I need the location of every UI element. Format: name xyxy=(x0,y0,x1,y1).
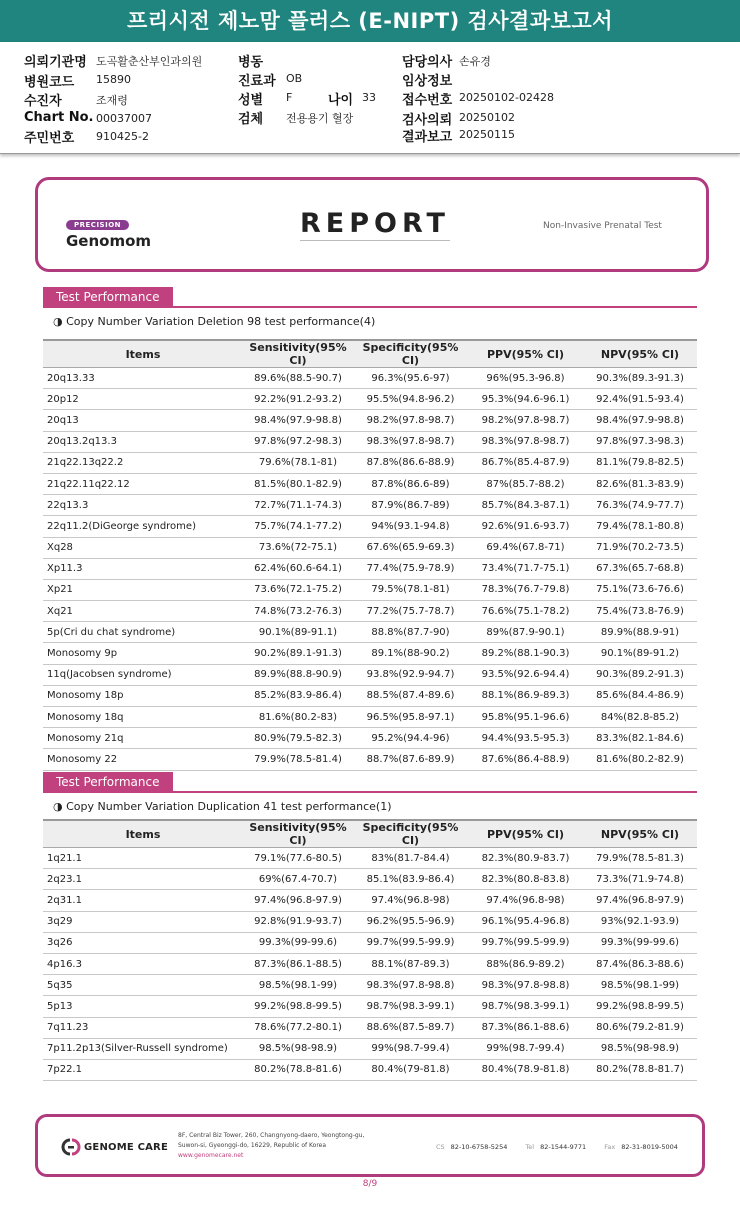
cell-item: 1q21.1 xyxy=(43,848,243,869)
patient-info-panel xyxy=(0,42,740,154)
cell-item: 7p22.1 xyxy=(43,1059,243,1080)
table-row xyxy=(43,643,697,664)
cell-npv: 79.9%(78.5-81.3) xyxy=(583,848,697,869)
cell-npv: 98.5%(98.1-99) xyxy=(583,975,697,996)
table-row xyxy=(43,848,697,869)
cell-specificity: 98.2%(97.8-98.7) xyxy=(353,410,468,431)
cell-item: Monosomy 21q xyxy=(43,728,243,749)
cell-specificity: 87.8%(86.6-89) xyxy=(353,473,468,494)
cell-item: 20q13 xyxy=(43,410,243,431)
cell-sensitivity: 78.6%(77.2-80.1) xyxy=(243,1017,353,1038)
duplication-section-tab: Test Performance xyxy=(43,772,173,792)
cell-specificity: 77.4%(75.9-78.9) xyxy=(353,558,468,579)
table-header-row xyxy=(43,340,697,368)
report-date-value: 20250115 xyxy=(459,128,515,141)
cell-ppv: 89.2%(88.1-90.3) xyxy=(468,643,583,664)
cell-npv: 92.4%(91.5-93.4) xyxy=(583,389,697,410)
cell-specificity: 98.3%(97.8-98.8) xyxy=(353,975,468,996)
cell-sensitivity: 73.6%(72.1-75.2) xyxy=(243,579,353,600)
cell-specificity: 93.8%(92.9-94.7) xyxy=(353,664,468,685)
cell-npv: 80.6%(79.2-81.9) xyxy=(583,1017,697,1038)
specimen-label: 검체 xyxy=(238,112,264,127)
doctor-value: 손유경 xyxy=(459,55,491,68)
cell-sensitivity: 85.2%(83.9-86.4) xyxy=(243,685,353,706)
cell-ppv: 99.7%(99.5-99.9) xyxy=(468,932,583,953)
precision-badge: PRECISION xyxy=(66,220,129,230)
cell-ppv: 76.6%(75.1-78.2) xyxy=(468,601,583,622)
sex-value: F xyxy=(286,91,293,104)
cell-npv: 75.4%(73.8-76.9) xyxy=(583,601,697,622)
chart-no-label: Chart No. xyxy=(24,110,94,125)
cell-item: 7q11.23 xyxy=(43,1017,243,1038)
cell-item: 20p12 xyxy=(43,389,243,410)
receipt-no-label: 접수번호 xyxy=(402,93,453,108)
cell-specificity: 79.5%(78.1-81) xyxy=(353,579,468,600)
cell-specificity: 96.5%(95.8-97.1) xyxy=(353,707,468,728)
cell-sensitivity: 79.9%(78.5-81.4) xyxy=(243,749,353,770)
cell-item: 20q13.33 xyxy=(43,368,243,389)
cell-specificity: 87.9%(86.7-89) xyxy=(353,495,468,516)
clinical-label: 임상정보 xyxy=(402,74,453,89)
cell-npv: 98.4%(97.9-98.8) xyxy=(583,410,697,431)
cell-npv: 71.9%(70.2-73.5) xyxy=(583,537,697,558)
cell-sensitivity: 73.6%(72-75.1) xyxy=(243,537,353,558)
col-specificity: Specificity(95% CI) xyxy=(353,820,468,848)
cell-sensitivity: 80.2%(78.8-81.6) xyxy=(243,1059,353,1080)
table-row xyxy=(43,1059,697,1080)
cell-ppv: 94.4%(93.5-95.3) xyxy=(468,728,583,749)
table-row xyxy=(43,537,697,558)
table-row xyxy=(43,579,697,600)
cell-specificity: 99%(98.7-99.4) xyxy=(353,1038,468,1059)
cell-npv: 85.6%(84.4-86.9) xyxy=(583,685,697,706)
cell-npv: 99.3%(99-99.6) xyxy=(583,932,697,953)
tel-label: Tel xyxy=(525,1143,535,1151)
nipt-subtitle: Non-Invasive Prenatal Test xyxy=(543,221,662,231)
cell-ppv: 93.5%(92.6-94.4) xyxy=(468,664,583,685)
cell-npv: 90.3%(89.3-91.3) xyxy=(583,368,697,389)
cell-npv: 84%(82.8-85.2) xyxy=(583,707,697,728)
duplication-performance-table xyxy=(43,819,697,1081)
cell-sensitivity: 92.2%(91.2-93.2) xyxy=(243,389,353,410)
col-items: Items xyxy=(43,820,243,848)
cell-item: Xp11.3 xyxy=(43,558,243,579)
cell-ppv: 80.4%(78.9-81.8) xyxy=(468,1059,583,1080)
address-line-2: Suwon-si, Gyeonggi-do, 16229, Republic of Korea xyxy=(178,1142,327,1149)
table-row xyxy=(43,869,697,890)
cell-npv: 87.4%(86.3-88.6) xyxy=(583,953,697,974)
hospital-code-label: 병원코드 xyxy=(24,75,75,90)
cell-item: 5p13 xyxy=(43,996,243,1017)
cell-specificity: 99.7%(99.5-99.9) xyxy=(353,932,468,953)
cell-specificity: 85.1%(83.9-86.4) xyxy=(353,869,468,890)
cell-sensitivity: 89.9%(88.8-90.9) xyxy=(243,664,353,685)
genomom-wordmark: Genomom xyxy=(66,232,152,250)
cell-ppv: 82.3%(80.8-83.8) xyxy=(468,869,583,890)
table-row xyxy=(43,707,697,728)
ward-label: 병동 xyxy=(238,55,264,70)
col-ppv: PPV(95% CI) xyxy=(468,820,583,848)
cell-item: 2q31.1 xyxy=(43,890,243,911)
doctor-label: 담당의사 xyxy=(402,55,453,70)
cell-ppv: 82.3%(80.9-83.7) xyxy=(468,848,583,869)
report-title: 프리시전 제노맘 플러스 (E-NIPT) 검사결과보고서 xyxy=(0,0,740,42)
cell-ppv: 86.7%(85.4-87.9) xyxy=(468,452,583,473)
cell-ppv: 97.4%(96.8-98) xyxy=(468,890,583,911)
cell-item: 22q13.3 xyxy=(43,495,243,516)
cell-sensitivity: 72.7%(71.1-74.3) xyxy=(243,495,353,516)
cell-sensitivity: 90.2%(89.1-91.3) xyxy=(243,643,353,664)
cell-ppv: 88.1%(86.9-89.3) xyxy=(468,685,583,706)
cell-item: 2q23.1 xyxy=(43,869,243,890)
table-row xyxy=(43,431,697,452)
report-header-box xyxy=(35,177,709,272)
cell-sensitivity: 79.6%(78.1-81) xyxy=(243,452,353,473)
cell-sensitivity: 81.6%(80.2-83) xyxy=(243,707,353,728)
genomom-logo xyxy=(66,212,151,250)
dept-label: 진료과 xyxy=(238,74,276,89)
cell-specificity: 88.7%(87.6-89.9) xyxy=(353,749,468,770)
cell-specificity: 80.4%(79-81.8) xyxy=(353,1059,468,1080)
table-row xyxy=(43,410,697,431)
resident-no-value: 910425-2 xyxy=(96,130,149,143)
cell-ppv: 99%(98.7-99.4) xyxy=(468,1038,583,1059)
table-header-row xyxy=(43,820,697,848)
cell-specificity: 94%(93.1-94.8) xyxy=(353,516,468,537)
cell-npv: 97.4%(96.8-97.9) xyxy=(583,890,697,911)
cell-sensitivity: 79.1%(77.6-80.5) xyxy=(243,848,353,869)
cell-sensitivity: 98.4%(97.9-98.8) xyxy=(243,410,353,431)
duplication-section-subtitle: ◑ Copy Number Variation Duplication 41 test performance(1) xyxy=(53,800,392,813)
table-row xyxy=(43,516,697,537)
table-row xyxy=(43,664,697,685)
cell-npv: 73.3%(71.9-74.8) xyxy=(583,869,697,890)
cell-sensitivity: 97.4%(96.8-97.9) xyxy=(243,890,353,911)
cell-item: Xq21 xyxy=(43,601,243,622)
cell-item: Xp21 xyxy=(43,579,243,600)
cell-npv: 82.6%(81.3-83.9) xyxy=(583,473,697,494)
cell-sensitivity: 97.8%(97.2-98.3) xyxy=(243,431,353,452)
cell-ppv: 98.3%(97.8-98.8) xyxy=(468,975,583,996)
genome-care-wordmark: GENOME CARE xyxy=(84,1141,168,1153)
cell-ppv: 87%(85.7-88.2) xyxy=(468,473,583,494)
cell-ppv: 78.3%(76.7-79.8) xyxy=(468,579,583,600)
cell-item: 5p(Cri du chat syndrome) xyxy=(43,622,243,643)
resident-no-label: 주민번호 xyxy=(24,131,75,146)
cell-item: Monosomy 18p xyxy=(43,685,243,706)
cell-sensitivity: 89.6%(88.5-90.7) xyxy=(243,368,353,389)
table-row xyxy=(43,473,697,494)
table-row xyxy=(43,996,697,1017)
age-value: 33 xyxy=(362,91,376,104)
table-row xyxy=(43,495,697,516)
cell-sensitivity: 99.3%(99-99.6) xyxy=(243,932,353,953)
company-address xyxy=(178,1131,364,1161)
col-npv: NPV(95% CI) xyxy=(583,340,697,368)
cell-specificity: 98.7%(98.3-99.1) xyxy=(353,996,468,1017)
cell-ppv: 88%(86.9-89.2) xyxy=(468,953,583,974)
cell-item: 3q26 xyxy=(43,932,243,953)
cell-sensitivity: 99.2%(98.8-99.5) xyxy=(243,996,353,1017)
cell-npv: 79.4%(78.1-80.8) xyxy=(583,516,697,537)
cell-sensitivity: 62.4%(60.6-64.1) xyxy=(243,558,353,579)
cell-npv: 83.3%(82.1-84.6) xyxy=(583,728,697,749)
table-row xyxy=(43,728,697,749)
genome-care-logo-icon xyxy=(60,1137,80,1157)
table-row xyxy=(43,1017,697,1038)
cell-item: Xq28 xyxy=(43,537,243,558)
table-row xyxy=(43,622,697,643)
dept-value: OB xyxy=(286,72,303,85)
cell-sensitivity: 80.9%(79.5-82.3) xyxy=(243,728,353,749)
cell-ppv: 87.6%(86.4-88.9) xyxy=(468,749,583,770)
cell-ppv: 85.7%(84.3-87.1) xyxy=(468,495,583,516)
cell-sensitivity: 75.7%(74.1-77.2) xyxy=(243,516,353,537)
table-row xyxy=(43,975,697,996)
address-line-1: 8F, Central Biz Tower, 260, Changnyong-daero, Yeongtong-gu, xyxy=(178,1132,365,1139)
table-row xyxy=(43,558,697,579)
age-label: 나이 xyxy=(328,93,354,108)
report-label: 결과보고 xyxy=(402,130,453,145)
cs-label: CS xyxy=(436,1143,445,1151)
cell-sensitivity: 69%(67.4-70.7) xyxy=(243,869,353,890)
cell-ppv: 98.2%(97.8-98.7) xyxy=(468,410,583,431)
col-items: Items xyxy=(43,340,243,368)
website-link[interactable]: www.genomecare.net xyxy=(178,1152,244,1159)
cell-specificity: 95.5%(94.8-96.2) xyxy=(353,389,468,410)
cell-specificity: 67.6%(65.9-69.3) xyxy=(353,537,468,558)
cell-specificity: 89.1%(88-90.2) xyxy=(353,643,468,664)
deletion-section-tab: Test Performance xyxy=(43,287,173,307)
page-number: 8/9 xyxy=(362,1179,378,1189)
cell-npv: 76.3%(74.9-77.7) xyxy=(583,495,697,516)
cell-sensitivity: 90.1%(89-91.1) xyxy=(243,622,353,643)
table-row xyxy=(43,911,697,932)
deletion-section-subtitle: ◑ Copy Number Variation Deletion 98 test performance(4) xyxy=(53,315,376,328)
chart-no-value: 00037007 xyxy=(96,112,152,125)
cell-sensitivity: 74.8%(73.2-76.3) xyxy=(243,601,353,622)
cell-ppv: 87.3%(86.1-88.6) xyxy=(468,1017,583,1038)
cell-item: 22q11.2(DiGeorge syndrome) xyxy=(43,516,243,537)
cell-item: 3q29 xyxy=(43,911,243,932)
cell-npv: 89.9%(88.9-91) xyxy=(583,622,697,643)
cell-ppv: 89%(87.9-90.1) xyxy=(468,622,583,643)
contact-info xyxy=(436,1143,694,1151)
cell-npv: 67.3%(65.7-68.8) xyxy=(583,558,697,579)
table-row xyxy=(43,389,697,410)
cell-item: 11q(Jacobsen syndrome) xyxy=(43,664,243,685)
table-row xyxy=(43,749,697,770)
cell-sensitivity: 98.5%(98-98.9) xyxy=(243,1038,353,1059)
request-date-value: 20250102 xyxy=(459,111,515,124)
table-row xyxy=(43,685,697,706)
deletion-section-rule xyxy=(43,306,697,308)
cell-specificity: 77.2%(75.7-78.7) xyxy=(353,601,468,622)
cell-specificity: 88.8%(87.7-90) xyxy=(353,622,468,643)
cell-npv: 81.1%(79.8-82.5) xyxy=(583,452,697,473)
table-row xyxy=(43,890,697,911)
col-sensitivity: Sensitivity(95% CI) xyxy=(243,820,353,848)
cell-specificity: 98.3%(97.8-98.7) xyxy=(353,431,468,452)
cell-npv: 90.1%(89-91.2) xyxy=(583,643,697,664)
cell-ppv: 95.3%(94.6-96.1) xyxy=(468,389,583,410)
cell-specificity: 88.1%(87-89.3) xyxy=(353,953,468,974)
cell-ppv: 69.4%(67.8-71) xyxy=(468,537,583,558)
cell-ppv: 98.7%(98.3-99.1) xyxy=(468,996,583,1017)
cell-sensitivity: 92.8%(91.9-93.7) xyxy=(243,911,353,932)
hospital-code-value: 15890 xyxy=(96,73,131,86)
col-sensitivity: Sensitivity(95% CI) xyxy=(243,340,353,368)
cell-ppv: 92.6%(91.6-93.7) xyxy=(468,516,583,537)
col-ppv: PPV(95% CI) xyxy=(468,340,583,368)
table-row xyxy=(43,601,697,622)
cell-ppv: 73.4%(71.7-75.1) xyxy=(468,558,583,579)
cell-item: 4p16.3 xyxy=(43,953,243,974)
cell-specificity: 96.2%(95.5-96.9) xyxy=(353,911,468,932)
cell-specificity: 88.6%(87.5-89.7) xyxy=(353,1017,468,1038)
col-npv: NPV(95% CI) xyxy=(583,820,697,848)
cs-number: 82-10-6758-5254 xyxy=(450,1143,508,1151)
report-heading: REPORT xyxy=(300,208,450,239)
table-row xyxy=(43,953,697,974)
cell-item: Monosomy 9p xyxy=(43,643,243,664)
cell-specificity: 95.2%(94.4-96) xyxy=(353,728,468,749)
cell-npv: 75.1%(73.6-76.6) xyxy=(583,579,697,600)
cell-specificity: 83%(81.7-84.4) xyxy=(353,848,468,869)
tel-number: 82-1544-9771 xyxy=(540,1143,587,1151)
cell-ppv: 96.1%(95.4-96.8) xyxy=(468,911,583,932)
recipient-value: 조재령 xyxy=(96,94,128,107)
deletion-performance-table xyxy=(43,339,697,771)
cell-sensitivity: 81.5%(80.1-82.9) xyxy=(243,473,353,494)
cell-item: Monosomy 18q xyxy=(43,707,243,728)
cell-specificity: 96.3%(95.6-97) xyxy=(353,368,468,389)
cell-npv: 98.5%(98-98.9) xyxy=(583,1038,697,1059)
cell-sensitivity: 98.5%(98.1-99) xyxy=(243,975,353,996)
recipient-label: 수진자 xyxy=(24,94,62,109)
cell-npv: 97.8%(97.3-98.3) xyxy=(583,431,697,452)
cell-sensitivity: 87.3%(86.1-88.5) xyxy=(243,953,353,974)
cell-ppv: 95.8%(95.1-96.6) xyxy=(468,707,583,728)
cell-specificity: 88.5%(87.4-89.6) xyxy=(353,685,468,706)
footer-box xyxy=(35,1114,705,1177)
table-row xyxy=(43,368,697,389)
fax-number: 82-31-8019-5004 xyxy=(621,1143,678,1151)
fax-label: Fax xyxy=(604,1143,616,1151)
cell-npv: 81.6%(80.2-82.9) xyxy=(583,749,697,770)
genome-care-logo xyxy=(60,1137,168,1157)
cell-item: 5q35 xyxy=(43,975,243,996)
cell-item: 20q13.2q13.3 xyxy=(43,431,243,452)
cell-item: 7p11.2p13(Silver-Russell syndrome) xyxy=(43,1038,243,1059)
request-label: 검사의뢰 xyxy=(402,113,453,128)
cell-npv: 90.3%(89.2-91.3) xyxy=(583,664,697,685)
cell-specificity: 97.4%(96.8-98) xyxy=(353,890,468,911)
col-specificity: Specificity(95% CI) xyxy=(353,340,468,368)
cell-npv: 99.2%(98.8-99.5) xyxy=(583,996,697,1017)
cell-item: 21q22.13q22.2 xyxy=(43,452,243,473)
table-row xyxy=(43,452,697,473)
table-row xyxy=(43,1038,697,1059)
cell-ppv: 96%(95.3-96.8) xyxy=(468,368,583,389)
cell-specificity: 87.8%(86.6-88.9) xyxy=(353,452,468,473)
cell-npv: 93%(92.1-93.9) xyxy=(583,911,697,932)
cell-item: 21q22.11q22.12 xyxy=(43,473,243,494)
institution-label: 의뢰기관명 xyxy=(24,55,87,70)
receipt-no-value: 20250102-02428 xyxy=(459,91,554,104)
specimen-value: 전용용기 혈장 xyxy=(286,112,354,125)
cell-npv: 80.2%(78.8-81.7) xyxy=(583,1059,697,1080)
institution-value: 도곡활춘산부인과의원 xyxy=(96,55,203,68)
duplication-section-rule xyxy=(43,791,697,793)
cell-item: Monosomy 22 xyxy=(43,749,243,770)
table-row xyxy=(43,932,697,953)
sex-label: 성별 xyxy=(238,93,264,108)
cell-ppv: 98.3%(97.8-98.7) xyxy=(468,431,583,452)
